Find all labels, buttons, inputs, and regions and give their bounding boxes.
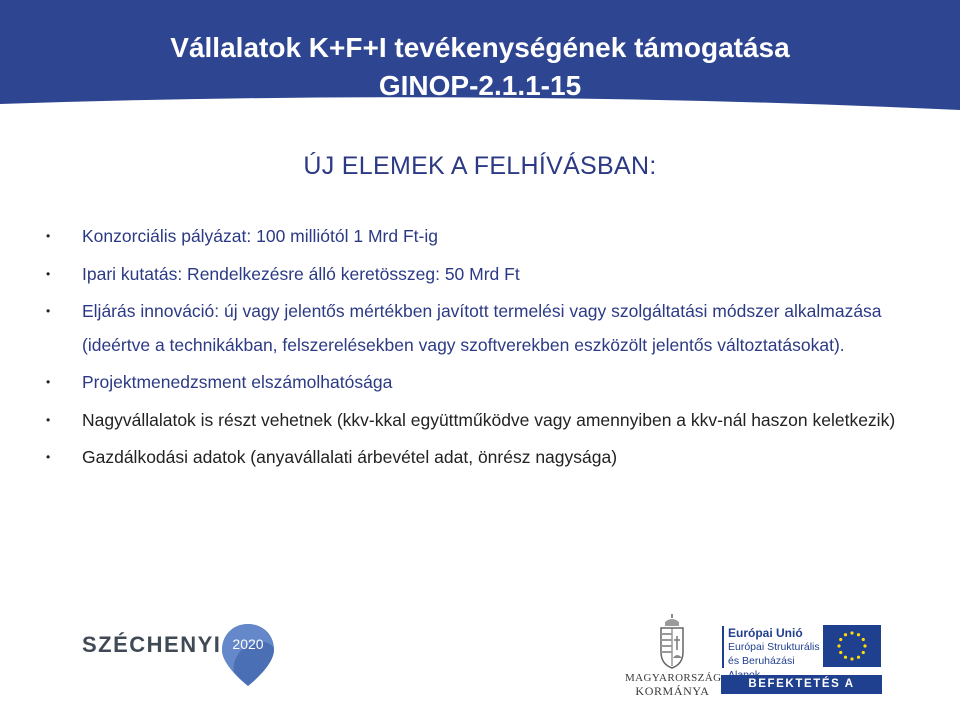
eu-star-icon xyxy=(844,656,847,659)
bullet-icon: • xyxy=(46,450,51,464)
government-logo-line1: MAGYARORSZÁG xyxy=(625,672,722,684)
bullet-icon: • xyxy=(46,375,51,389)
eu-star-icon xyxy=(837,644,840,647)
bullet-item xyxy=(46,258,926,292)
bullet-item xyxy=(46,220,926,254)
slide-title: Vállalatok K+F+I tevékenységének támogatása xyxy=(170,32,790,63)
eu-star-icon xyxy=(857,656,860,659)
bullet-text: Projektmenedzsment elszámolhatósága xyxy=(82,372,393,392)
bullet-item xyxy=(46,295,926,362)
eu-logo-divider xyxy=(722,626,724,668)
eu-star-icon xyxy=(844,633,847,636)
section-heading: ÚJ ELEMEK A FELHÍVÁSBAN: xyxy=(303,152,657,180)
bullet-icon: • xyxy=(46,266,51,281)
bullet-text: Nagyvállalatok is részt vehetnek (kkv-kkal együttműködve vagy amennyiben a kkv-nál haszon keletkezik) xyxy=(82,409,896,430)
government-logo-line2: KORMÁNYA xyxy=(635,684,710,698)
eu-star-icon xyxy=(839,638,842,641)
bullet-icon: • xyxy=(46,412,51,427)
hungarian-government-logo xyxy=(625,612,720,697)
szechenyi-logo-year: 2020 xyxy=(232,636,264,652)
eu-star-icon xyxy=(839,651,842,654)
hungarian-coat-of-arms-icon xyxy=(625,612,720,672)
szechenyi-2020-logo xyxy=(82,622,282,692)
eu-logo-subtitle-line2: és Beruházási xyxy=(728,655,795,667)
eu-star-icon xyxy=(862,651,865,654)
eu-slogan-bar: BEFEKTETÉS A JÖVŐBE xyxy=(721,675,882,694)
header-band xyxy=(0,0,960,110)
bullet-text: Konzorciális pályázat: 100 milliótól 1 Mrd Ft-ig xyxy=(82,226,438,246)
bullet-item xyxy=(46,441,926,475)
eu-star-icon xyxy=(863,644,866,647)
bullet-icon: • xyxy=(46,304,51,318)
eu-star-icon xyxy=(850,657,853,660)
eu-logo-text xyxy=(728,626,828,682)
bullet-text: Eljárás innováció: új vagy jelentős mértékben javított termelési vagy szolgáltatási módszer alkalmazása (ideértve a technikákban, felszerelésekben vagy szoftverekben eszközölt jelentős változtatásokat). xyxy=(82,301,882,355)
eu-star-icon xyxy=(850,631,853,634)
bullet-item xyxy=(46,366,926,400)
bullet-list xyxy=(46,220,926,479)
bullet-item xyxy=(46,404,926,438)
slide-subtitle-code: GINOP-2.1.1-15 xyxy=(378,70,582,101)
szechenyi-logo-text: SZÉCHENYI xyxy=(82,632,222,657)
eu-star-icon xyxy=(857,633,860,636)
bullet-icon: • xyxy=(46,229,51,243)
bullet-text: Gazdálkodási adatok (anyavállalati árbevétel adat, önrész nagysága) xyxy=(82,447,618,467)
eu-logo-title: Európai Unió xyxy=(728,626,803,640)
bullet-text: Ipari kutatás: Rendelkezésre álló keretösszeg: 50 Mrd Ft xyxy=(82,263,520,284)
location-pin-icon xyxy=(220,622,276,688)
eu-logo-subtitle-line1: Európai Strukturális xyxy=(728,641,820,653)
eu-star-icon xyxy=(862,638,865,641)
eu-flag-icon xyxy=(823,625,881,667)
